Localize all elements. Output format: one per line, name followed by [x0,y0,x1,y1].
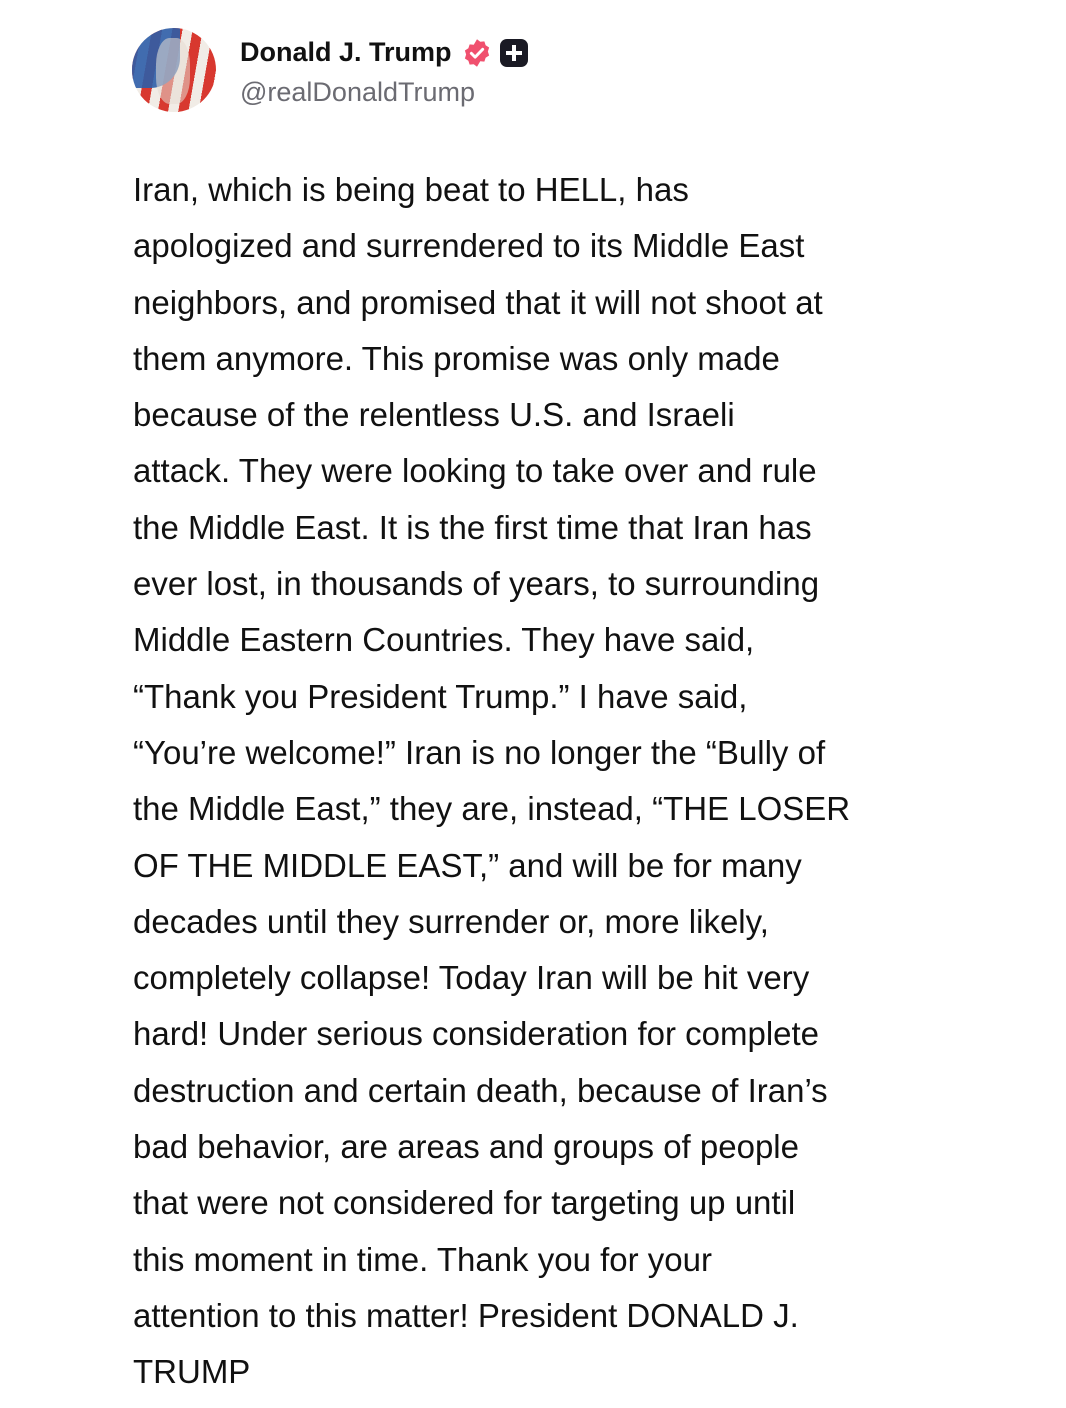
post-text-line: TRUMP [133,1353,251,1391]
post-text-line: completely collapse! Today Iran will be hit very [133,959,810,997]
avatar-face [156,38,190,104]
post-text-line: ever lost, in thousands of years, to surrounding [133,565,820,603]
name-row [240,33,528,73]
author-handle[interactable]: @realDonaldTrump [240,76,475,107]
post-text-line: because of the relentless U.S. and Israeli [133,396,735,434]
post-text-line: neighbors, and promised that it will not shoot at [133,283,823,321]
author-name[interactable]: Donald J. Trump [240,37,452,67]
post-text-line: Iran, which is being beat to HELL, has [133,171,689,208]
post-text-line: decades until they surrender or, more likely, [133,902,769,940]
post-text-line: attack. They were looking to take over and rule [133,452,817,490]
post-text-line: “Thank you President Trump.” I have said, [133,677,748,715]
post-text-line: Middle Eastern Countries. They have said, [133,621,755,659]
verified-badge-icon [462,38,492,68]
plus-subscription-icon [500,39,528,67]
post-text-line: apologized and surrendered to its Middle East [133,227,805,265]
post-text-line: hard! Under serious consideration for complete [133,1015,820,1053]
post-text-line: that were not considered for targeting up until [133,1184,796,1222]
post-text-line: OF THE MIDDLE EAST,” and will be for many [133,846,802,884]
post-text-line: attention to this matter! President DONALD J. [133,1296,799,1334]
post-text-line: bad behavior, are areas and groups of people [133,1128,799,1166]
avatar[interactable] [132,28,216,112]
post-text-line: the Middle East. It is the first time that Iran has [133,508,812,546]
post-text-line: destruction and certain death, because of Iran’s [133,1071,828,1109]
post-text-line: them anymore. This promise was only made [133,339,780,377]
post-text-line: “You’re welcome!” Iran is no longer the “Bully of [133,733,826,771]
post-header [132,28,528,112]
author-info [240,33,528,108]
post-text-line: the Middle East,” they are, instead, “THE LOSER [133,790,851,828]
post-text-line: this moment in time. Thank you for your [133,1240,712,1278]
post-body [133,162,850,1401]
